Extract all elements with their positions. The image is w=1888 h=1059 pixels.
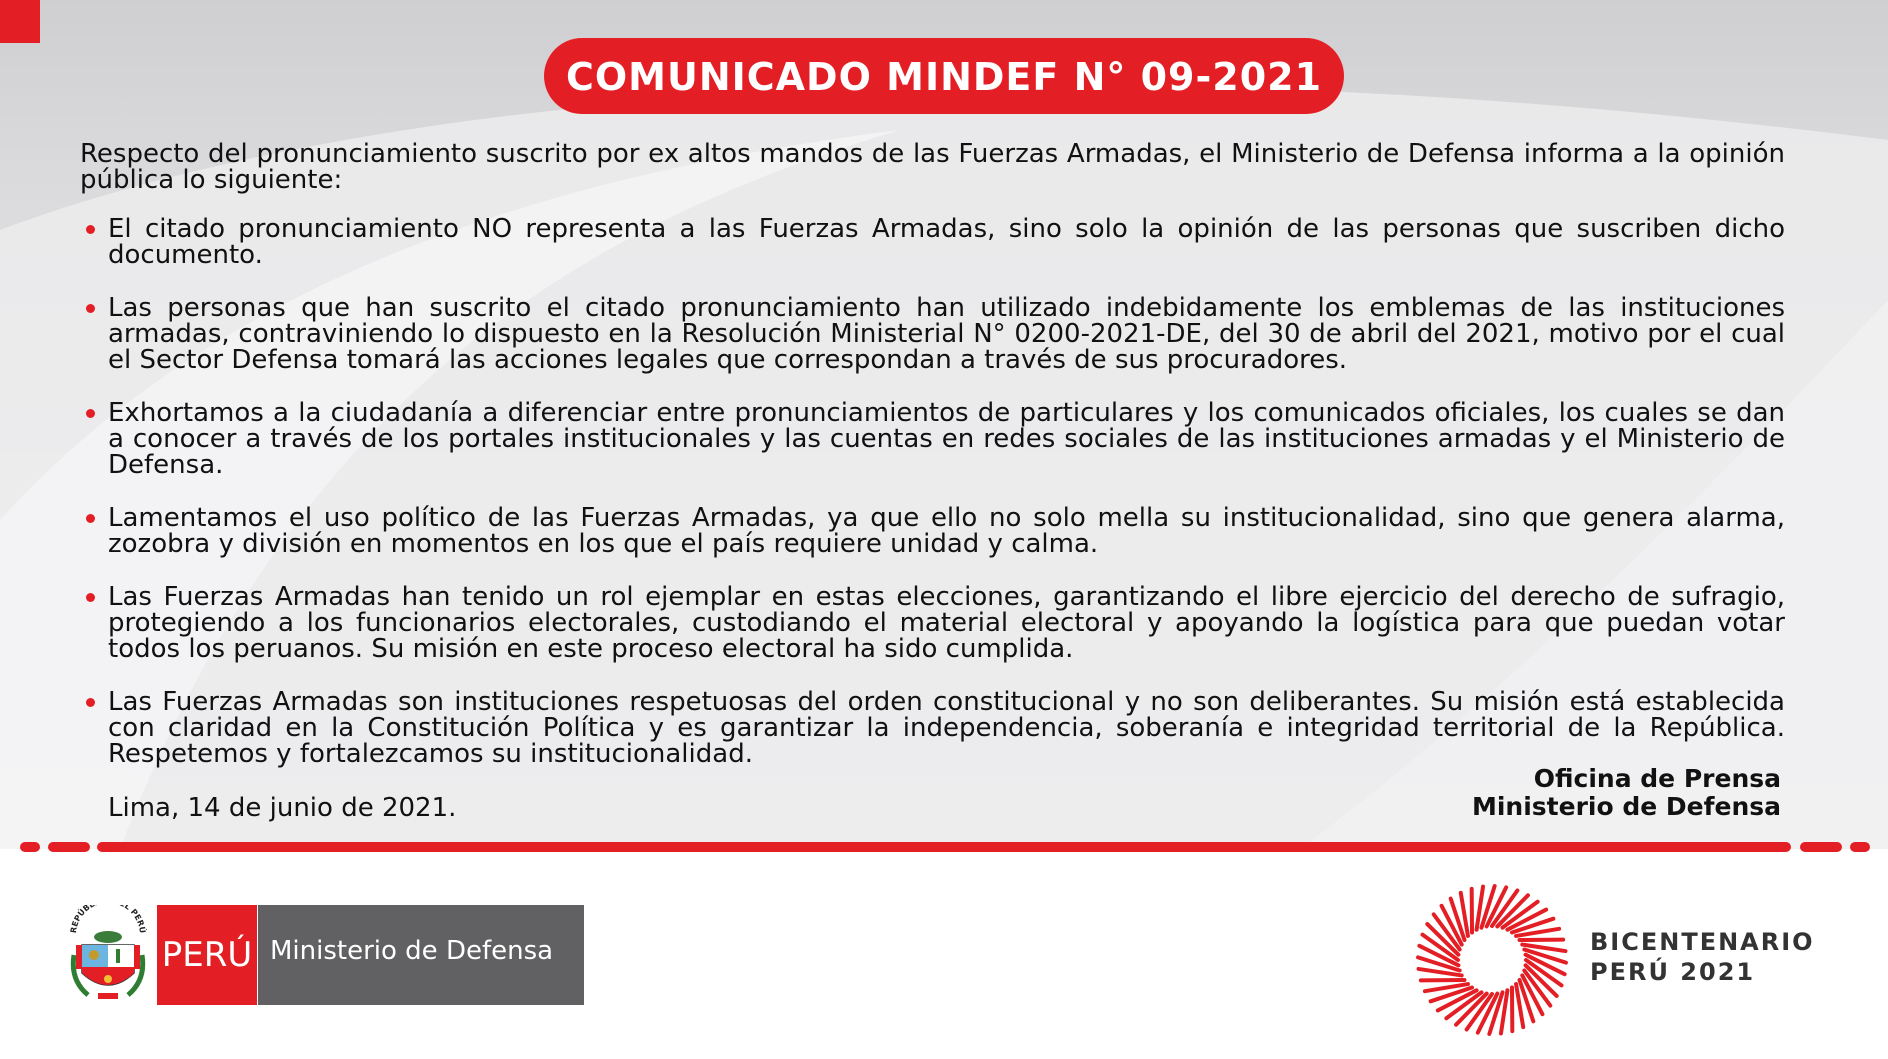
bicentenario-line1: BICENTENARIO xyxy=(1590,928,1815,956)
crest-text: REPÚB L PERÚ xyxy=(68,905,148,934)
divider-dash xyxy=(48,842,90,852)
bullet-icon xyxy=(86,514,95,523)
peru-logo-block: PERÚ xyxy=(157,905,257,1005)
signature-office: Oficina de Prensa xyxy=(1533,764,1781,793)
divider-line xyxy=(97,842,1791,852)
bullet-icon xyxy=(86,304,95,313)
corner-accent xyxy=(0,0,40,43)
divider-dash xyxy=(1850,842,1870,852)
date-line: Lima, 14 de junio de 2021. xyxy=(108,793,457,823)
bullet-icon xyxy=(86,225,95,234)
signature-ministry: Ministerio de Defensa xyxy=(1471,792,1781,821)
bullet-icon xyxy=(86,409,95,418)
divider-dash xyxy=(1800,842,1842,852)
list-item: Las Fuerzas Armadas son instituciones respetuosas del orden constitucional y no son deliberantes. Su misión está establecida con claridad en la Constitución Política y es garantizar la independencia, soberanía e integridad territorial de la República. Respetemos y fortalezcamos su institucionalidad. xyxy=(82,689,1785,767)
ministry-logo-block: Ministerio de Defensa xyxy=(258,905,584,1005)
bullet-icon xyxy=(86,698,95,707)
list-item: Exhortamos a la ciudadanía a diferenciar entre pronunciamientos de particulares y los comunicados oficiales, los cuales se dan a conocer a través de los portales institucionales y las cuentas en redes sociales de las instituciones armadas y el Ministerio de Defensa. xyxy=(82,400,1785,478)
list-item: Lamentamos el uso político de las Fuerzas Armadas, ya que ello no solo mella su institucionalidad, sino que genera alarma, zozobra y división en momentos en los que el país requiere unidad y calma. xyxy=(82,505,1785,557)
divider-dash xyxy=(20,842,40,852)
svg-text:REPÚBLICA DEL PERÚ xyxy=(69,905,148,934)
intro-paragraph: Respecto del pronunciamiento suscrito por ex altos mandos de las Fuerzas Armadas, el Ministerio de Defensa informa a la opinión pública lo siguiente: xyxy=(80,139,1785,195)
coat-of-arms-icon xyxy=(68,905,148,1009)
list-item: El citado pronunciamiento NO representa a las Fuerzas Armadas, sino solo la opinión de las personas que suscriben dicho documento. xyxy=(82,216,1785,268)
bicentenario-text xyxy=(1590,927,1815,987)
bicentenario-logo-icon xyxy=(1412,880,1572,1040)
list-item: Las personas que han suscrito el citado pronunciamiento han utilizado indebidamente los emblemas de las instituciones armadas, contraviniendo lo dispuesto en la Resolución Ministerial N° 0200-2021-DE, del 30 de abril del 2021, motivo por el cual el Sector Defensa tomará las acciones legales que correspondan a través de sus procuradores. xyxy=(82,295,1785,373)
bullet-icon xyxy=(86,593,95,602)
bicentenario-line2: PERÚ 2021 xyxy=(1590,958,1756,986)
signature xyxy=(1472,765,1781,821)
statement-list xyxy=(82,216,1785,794)
page-title: COMUNICADO MINDEF N° 09-2021 xyxy=(544,38,1344,114)
list-item: Las Fuerzas Armadas han tenido un rol ejemplar en estas elecciones, garantizando el libre ejercicio del derecho de sufragio, protegiendo a los funcionarios electorales, custodiando el material electoral y apoyando la logística para que puedan votar todos los peruanos. Su misión en este proceso electoral ha sido cumplida. xyxy=(82,584,1785,662)
